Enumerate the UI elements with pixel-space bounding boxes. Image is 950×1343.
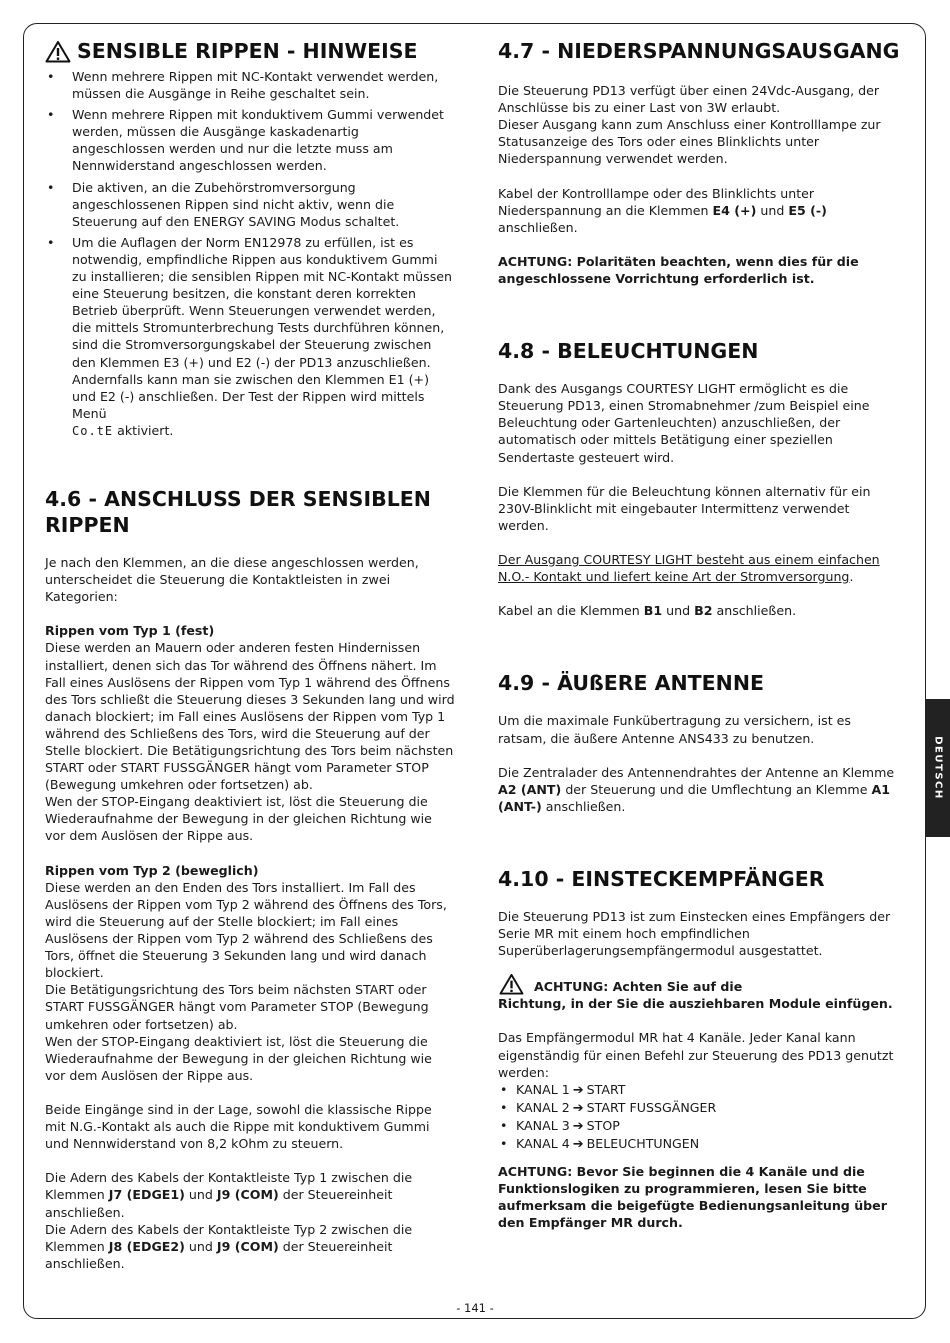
kanal-name: KANAL 4 xyxy=(516,1136,570,1152)
terminal-label: B2 xyxy=(694,603,713,619)
kanal-name: KANAL 1 xyxy=(516,1081,570,1097)
terminal-label: B1 xyxy=(643,603,663,619)
warning-heading xyxy=(45,38,455,64)
text: und xyxy=(666,603,691,619)
section-4-8-p4 xyxy=(498,602,903,619)
section-4-8-title: 4.8 - BELEUCHTUNGEN xyxy=(498,339,759,364)
kanal-value: START FUSSGÄNGER xyxy=(586,1099,717,1115)
warning-triangle-icon xyxy=(498,973,525,995)
bullet-text: Um die Auflagen der Norm EN12978 zu erfüllen, ist es notwendig, empfindliche Rippen aus konduktivem Gummi zu installieren; die sensiblen Rippen mit NC-Kontakt müssen eine Steuerung besitzen, die konstant deren korrekten Betrieb überprüft. Wenn Steuerungen verwendet werden, die mittels Stromunterbrechung Tests durchführen können, sind die Stromversorgungskabel der Steuerung zwischen den Klemmen E3 (+) und E2 (-) der PD13 anzuschließen. Andernfalls kann man sie zwischen den Klemmen E1 (+) und E2 (-) anschließen. Der Test der Rippen wird mittels Menü xyxy=(72,234,452,421)
section-4-10-p2: Das Empfängermodul MR hat 4 Kanäle. Jeder Kanal kann eigenständig für einen Befehl zur Steuerung des PD13 genutzt werden: xyxy=(498,1030,894,1080)
left-column xyxy=(45,38,455,1272)
section-4-9-p1: Um die maximale Funkübertragung zu versichern, ist es ratsam, die äußere Antenne ANS433 zu benutzen. xyxy=(498,713,851,746)
warning-triangle-icon xyxy=(45,40,71,63)
underlined-text: Der Ausgang COURTESY LIGHT besteht aus einem einfachen N.O.- Kontakt und liefert keine Art der Stromversorgung xyxy=(498,552,880,585)
typ1-text: Diese werden an Mauern oder anderen festen Hindernissen installiert, denen sich das Tor während des Öffnens nähert. Im Fall eines Auslösens der Rippen vom Typ 1 während des Öffnens des Tors schließt die Steuerung dieses 3 Sekunden lang und wird danach blockiert; im Fall eines Auslösens der Rippen vom Typ 1 während des Schließens des Tors, wird die Steuerung auf der Stelle blockiert. Die Betätigungsrichtung des Tors beim nächsten START oder START FUSSGÄNGER hängt vom Parameter STOP (Bewegung umkehren oder fortsetzen) ab. xyxy=(45,640,455,793)
text: Kabel an die Klemmen xyxy=(498,603,640,619)
kanal-list xyxy=(498,1081,903,1153)
typ2-text: Diese werden an den Enden des Tors installiert. Im Fall des Auslösens der Rippen vom Typ 2 während des Öffnens des Tors, wird die Steuerung auf der Stelle blockiert; im Fall eines Auslösens der Rippen vom Typ 2 während des Schließens des Tors, öffnet die Steuerung 3 Sekunden lang und wird danach blockiert. xyxy=(45,879,447,981)
section-4-7-title: 4.7 - NIEDERSPANNUNGSAUSGANG xyxy=(498,39,900,63)
section-4-7-warning: ACHTUNG: Polaritäten beachten, wenn dies für die angeschlossene Vorrichtung erforderlich ist. xyxy=(498,253,859,287)
section-4-7-p3 xyxy=(498,185,903,236)
terminal-label: E4 (+) xyxy=(712,202,757,218)
arrow-right-icon: ➔ xyxy=(572,1100,584,1116)
warning-line-1: ACHTUNG: Achten Sie auf die xyxy=(534,979,743,995)
terminal-label: J7 (EDGE1) xyxy=(108,1187,185,1203)
typ1-text-2: Wen der STOP-Eingang deaktiviert ist, löst die Steuerung die Wiederaufnahme der Bewegung in der gleichen Richtung wie vor dem Auslösen der Rippe aus. xyxy=(45,794,432,844)
arrow-right-icon: ➔ xyxy=(572,1082,584,1098)
list-item: • Die aktiven, an die Zubehörstromversorgung angeschlossenen Rippen sind nicht aktiv, wenn die Steuerung auf den ENERGY SAVING Modus schaltet. xyxy=(45,179,455,230)
list-item xyxy=(498,1099,903,1117)
typ2-title: Rippen vom Typ 2 (beweglich) xyxy=(45,862,259,878)
warning-line-2: Richtung, in der Sie die ausziehbaren Module einfügen. xyxy=(498,996,893,1012)
adern-typ1-text xyxy=(45,1169,455,1220)
text: Die Zentralader des Antennendrahtes der Antenne an Klemme xyxy=(498,764,895,780)
terminal-label: E5 (-) xyxy=(788,202,827,218)
section-4-8-p3 xyxy=(498,551,903,585)
text: der Steuereinheit anschließen. xyxy=(45,1187,393,1220)
both-inputs-text: Beide Eingänge sind in der Lage, sowohl die klassische Rippe mit N.G.-Kontakt als auch die Rippe mit konduktivem Gummi und Nennwiderstand von 8,2 kOhm zu steuern. xyxy=(45,1101,432,1152)
text: . xyxy=(849,569,854,585)
page-number: - 141 - xyxy=(456,1301,494,1315)
typ2-text-2: Die Betätigungsrichtung des Tors beim nächsten START oder START FUSSGÄNGER hängt vom Parameter STOP (Bewegung umkehren oder fortsetzen) ab. xyxy=(45,982,429,1032)
list-item xyxy=(45,234,455,440)
terminal-label: J9 (COM) xyxy=(216,1187,279,1203)
text: Die Adern des Kabels der Kontaktleiste Typ 1 zwischen die Klemmen xyxy=(45,1170,413,1203)
terminal-label: A2 (ANT) xyxy=(498,781,562,797)
adern-typ2-text xyxy=(45,1221,455,1272)
arrow-right-icon: ➔ xyxy=(572,1137,584,1153)
section-4-6-intro: Je nach den Klemmen, an die diese angeschlossen werden, unterscheidet die Steuerung die Kontaktleisten in zwei Kategorien: xyxy=(45,554,419,605)
text: anschließen. xyxy=(716,603,797,619)
language-side-tab xyxy=(926,699,950,837)
list-item xyxy=(498,1117,903,1135)
kanal-name: KANAL 3 xyxy=(516,1117,570,1133)
section-4-6-title: 4.6 - ANSCHLUSS DER SENSIBLEN RIPPEN xyxy=(45,486,431,537)
right-column xyxy=(498,38,903,1232)
section-4-10-title: 4.10 - EINSTECKEMPFÄNGER xyxy=(498,867,825,891)
section-4-8-p1: Dank des Ausgangs COURTESY LIGHT ermöglicht es die Steuerung PD13, einen Stromabnehmer /zum Beispiel eine Beleuchtung oder Gartenleuchten) anzuschließen, der automatisch oder mittels Betätigung einer speziellen Sendertaste gesteuert wird. xyxy=(498,381,870,465)
section-4-7-p2: Dieser Ausgang kann zum Anschluss einer Kontrolllampe zur Statusanzeige des Tors oder eines Blinklichts unter Niederspannung verwendet werden. xyxy=(498,117,881,167)
list-item xyxy=(498,1135,903,1153)
language-label: DEUTSCH xyxy=(932,736,944,800)
text: der Steuerung und die Umflechtung an Klemme xyxy=(565,781,868,797)
text: und xyxy=(188,1238,213,1254)
bullet-text-end: aktiviert. xyxy=(117,422,174,438)
warning-bullet-list xyxy=(45,68,455,440)
text: und xyxy=(188,1187,213,1203)
terminal-label: J9 (COM) xyxy=(216,1238,279,1254)
text: anschließen. xyxy=(498,219,578,235)
kanal-value: BELEUCHTUNGEN xyxy=(586,1136,700,1152)
text: Die Adern des Kabels der Kontaktleiste Typ 2 zwischen die Klemmen xyxy=(45,1221,413,1254)
text: der Steuereinheit anschließen. xyxy=(45,1238,393,1271)
list-item: • Wenn mehrere Rippen mit konduktivem Gummi verwendet werden, müssen die Ausgänge kaskadenartig angeschlossen werden und nur die letzte muss am Nennwiderstand angeschlossen werden. xyxy=(45,106,455,174)
kanal-value: START xyxy=(586,1081,626,1097)
menu-code: Co.tE xyxy=(72,423,114,438)
section-4-10-warning xyxy=(498,973,903,1012)
warning-title: SENSIBLE RIPPEN - HINWEISE xyxy=(77,39,418,63)
typ2-text-3: Wen der STOP-Eingang deaktiviert ist, löst die Steuerung die Wiederaufnahme der Bewegung in der gleichen Richtung wie vor dem Auslösen der Rippe aus. xyxy=(45,1033,432,1083)
text: und xyxy=(760,202,785,218)
text: Kabel der Kontrolllampe oder des Blinklichts unter Niederspannung an die Klemmen xyxy=(498,185,815,218)
section-4-10-p1: Die Steuerung PD13 ist zum Einstecken eines Empfängers der Serie MR mit einem hoch empfindlichen Superüberlagerungsempfängermodul ausgestattet. xyxy=(498,909,891,959)
section-4-7-p1: Die Steuerung PD13 verfügt über einen 24Vdc-Ausgang, der Anschlüsse bis zu einer Last von 3W erlaubt. xyxy=(498,83,880,116)
arrow-right-icon: ➔ xyxy=(572,1118,584,1134)
list-item: • Wenn mehrere Rippen mit NC-Kontakt verwendet werden, müssen die Ausgänge in Reihe geschaltet sein. xyxy=(45,68,455,102)
list-item xyxy=(498,1081,903,1099)
text: anschließen. xyxy=(545,798,626,814)
kanal-name: KANAL 2 xyxy=(516,1099,570,1115)
section-4-9-title: 4.9 - ÄUßERE ANTENNE xyxy=(498,671,764,696)
typ1-title: Rippen vom Typ 1 (fest) xyxy=(45,623,215,639)
terminal-label: J8 (EDGE2) xyxy=(108,1238,185,1254)
section-4-8-p2: Die Klemmen für die Beleuchtung können alternativ für ein 230V-Blinklicht mit eingebauter Intermittenz verwendet werden. xyxy=(498,483,871,533)
terminal-label: A1 (ANT-) xyxy=(498,781,890,814)
kanal-value: STOP xyxy=(586,1117,620,1133)
section-4-10-final-warning: ACHTUNG: Bevor Sie beginnen die 4 Kanäle und die Funktionslogiken zu programmieren, lesen Sie bitte aufmerksam die beigefügte Bedienungsanleitung über den Empfänger MR durch. xyxy=(498,1164,887,1231)
section-4-9-p2 xyxy=(498,764,903,815)
